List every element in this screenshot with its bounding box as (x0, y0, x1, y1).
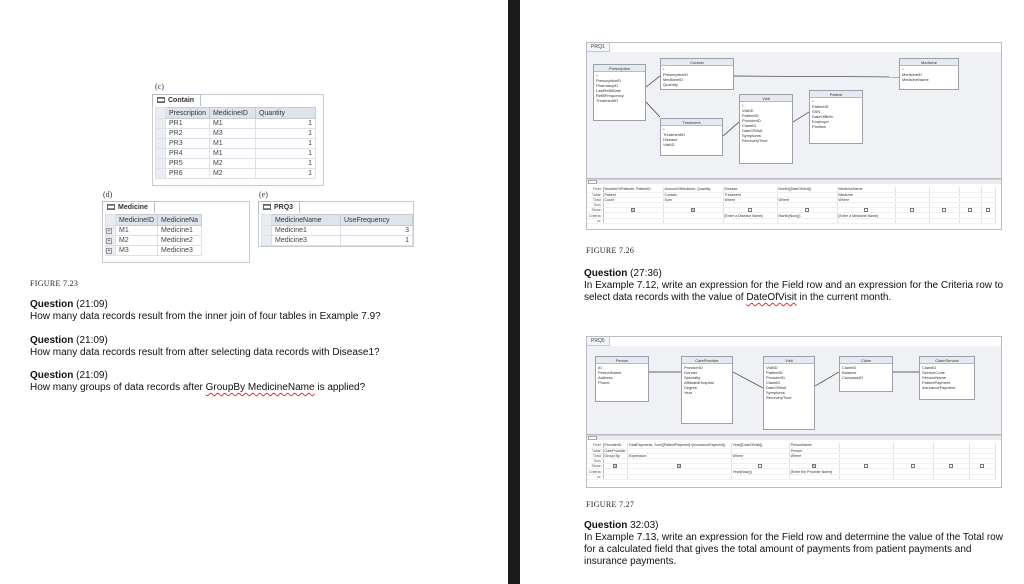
grid-cell[interactable] (895, 218, 929, 223)
show-checkbox[interactable] (677, 464, 681, 468)
question-text: How many data records result from after selecting data records with Disease1? (30, 347, 380, 358)
field-item[interactable]: MedicineID (663, 77, 684, 82)
medicine-datasheet (105, 214, 202, 256)
field-item[interactable]: LastRefillDate (596, 88, 621, 93)
table-pane (587, 346, 1001, 435)
grid-cell[interactable]: Count (603, 197, 663, 202)
medicine-table (102, 201, 250, 263)
field-item[interactable]: RefillFrequency (596, 93, 624, 98)
grid-row-label: Field: (587, 443, 603, 448)
field-item[interactable]: Balance (842, 370, 857, 375)
table-cell: Medicine3 (158, 246, 202, 256)
grid-cell[interactable]: Expression (627, 453, 731, 458)
show-checkbox[interactable] (864, 208, 868, 212)
show-checkbox[interactable] (910, 208, 914, 212)
field-item[interactable]: ID (598, 365, 602, 370)
field-item[interactable]: TreatmentID (663, 132, 686, 137)
field-item[interactable]: Disease (663, 137, 678, 142)
field-item[interactable]: ProviderID (684, 365, 703, 370)
column-header[interactable]: UseFrequency (341, 215, 413, 226)
column-header[interactable]: MedicineID (116, 215, 158, 226)
field-item[interactable]: VisitID (663, 142, 675, 147)
grid-row-label: Criteria: (588, 469, 602, 474)
grid-cell[interactable] (731, 474, 789, 479)
question-block-4: Question (27:36) In Example 7.12, write an expression for the Field row and an expression for the Criteria row to select data records with the value of DateOfVisit in the current month. (584, 268, 1016, 304)
table-box-visit[interactable]: Visit * VisitID PatientID ProviderID ClaimID DateOfVisit Symptoms RecoveryTime (739, 94, 793, 164)
grid-cell[interactable] (627, 474, 731, 479)
table-cell: M2 (209, 159, 255, 169)
table-cell: Medicine1 (158, 226, 202, 236)
table-row[interactable] (156, 159, 316, 169)
grid-cell[interactable]: Sum (663, 197, 723, 202)
question-block-2: Question (21:09) How many data records result from after selecting data records with Disease1? (30, 335, 500, 359)
show-checkbox[interactable] (758, 464, 762, 468)
record-selector[interactable] (262, 215, 272, 226)
grid-cell[interactable] (893, 474, 933, 479)
question-text: How many groups of data records after GroupBy MedicineName is applied? (30, 382, 366, 393)
grid-row-label: Table: (587, 448, 603, 453)
grid-row-label: Field: (587, 187, 603, 192)
prq3-tab[interactable]: PRQ3 (258, 201, 300, 213)
grid-cell[interactable]: Month([DateOfVisit]) (777, 187, 837, 192)
grid-row-label: Total: (587, 453, 603, 458)
grid-cell[interactable]: Where (837, 197, 895, 202)
grid-cell[interactable]: Patient (603, 192, 663, 197)
table-row[interactable] (106, 236, 202, 246)
show-checkbox[interactable] (911, 464, 915, 468)
show-checkbox[interactable] (949, 464, 953, 468)
table-cell: M2 (116, 236, 158, 246)
record-selector[interactable] (106, 215, 116, 226)
grid-row-label: Sort: (587, 203, 603, 208)
table-box-claimservice[interactable]: ClaimService ClaimID ServiceCode ServiceName PatientPayment InsurancePayment (919, 356, 975, 400)
grid-cell[interactable] (839, 474, 893, 479)
record-selector[interactable] (106, 226, 116, 236)
field-item[interactable]: ServiceName (922, 375, 947, 380)
field-item[interactable]: VisitID (766, 365, 778, 370)
grid-cell[interactable] (777, 218, 837, 223)
field-item[interactable]: PrescriptionID (663, 72, 689, 77)
table-cell: M1 (209, 149, 255, 159)
field-item[interactable]: PharmacyID (596, 83, 619, 88)
grid-row-label: Sort: (587, 459, 603, 464)
figure-caption-7-26: FIGURE 7.26 (586, 246, 635, 255)
table-cell: Medicine1 (272, 226, 341, 236)
table-row[interactable] (262, 236, 413, 246)
grid-cell[interactable] (929, 218, 959, 223)
field-item[interactable]: ClaimID (766, 380, 781, 385)
show-checkbox[interactable] (864, 464, 868, 468)
field-item[interactable]: CompanyID (842, 375, 864, 380)
grid-cell[interactable]: Disease (723, 187, 777, 192)
field-item[interactable]: RecoveryTime (766, 395, 792, 400)
grid-row-label: or: (587, 474, 603, 479)
grid-cell[interactable] (933, 474, 969, 479)
table-cell: Medicine3 (272, 236, 341, 246)
contain-tab[interactable]: Contain (152, 94, 201, 106)
table-box-person[interactable]: Person ID PersonName Address Phone (595, 356, 649, 402)
grid-cell[interactable] (723, 218, 777, 223)
field-item[interactable]: PrescriptionID (596, 78, 622, 83)
show-checkbox[interactable] (980, 464, 984, 468)
field-item[interactable]: PatientID (766, 370, 783, 375)
question-text: In Example 7.13, write an expression for the Field row and determine the value of the Total row for a calculated field that gives the total amount of payments from patient payments and insurance payments. (584, 532, 1003, 567)
left-page (0, 0, 508, 584)
table-box-careprovider[interactable]: CareProvider ProviderID Gender Specialty AffiliatedHospital Degree Year (681, 356, 733, 424)
table-cell: M1 (209, 139, 255, 149)
grid-row-label: Criteria: (588, 213, 602, 218)
table-cell: M3 (209, 129, 255, 139)
table-row[interactable] (156, 119, 316, 129)
column-header[interactable]: Prescription (166, 108, 210, 119)
field-item[interactable]: SSN (812, 109, 821, 114)
table-icon (157, 97, 165, 103)
grid-cell[interactable]: ProviderID (603, 443, 627, 448)
grid-cell[interactable]: PersonName (789, 443, 839, 448)
grid-row-label: Total: (587, 197, 603, 202)
record-selector[interactable] (156, 139, 166, 149)
grid-cell[interactable]: Where (723, 197, 777, 202)
table-cell: 1 (341, 236, 413, 246)
right-page (520, 0, 1024, 584)
table-box-claim[interactable]: Claim ClaimID Balance CompanyID (839, 356, 893, 392)
field-item[interactable]: PatientID (812, 104, 829, 109)
table-cell: M1 (209, 119, 255, 129)
grid-row-label: Show: (587, 464, 603, 469)
show-checkbox[interactable] (691, 208, 695, 212)
table-cell: PR5 (166, 159, 210, 169)
field-item[interactable]: Specialty (684, 375, 701, 380)
table-cell: PR1 (166, 119, 210, 129)
table-cell: PR2 (166, 129, 210, 139)
table-icon (107, 204, 115, 210)
field-item[interactable]: * (663, 67, 665, 72)
grid-cell[interactable]: MedicineName (837, 187, 895, 192)
record-selector[interactable] (156, 169, 166, 179)
subfigure-c-label: (c) (155, 82, 164, 91)
question-text: In Example 7.12, write an expression for the Field row and an expression for the Criteria row to select data records with the value of DateOfVisit in the current month. (584, 280, 1004, 303)
question-block-1: Question (21:09) How many data records result from the inner join of four tables in Example 7.9? (30, 299, 500, 323)
show-checkbox[interactable] (631, 208, 635, 212)
table-row[interactable] (156, 129, 316, 139)
grid-cell[interactable]: [Enter the Provider Name] (789, 469, 839, 474)
table-row[interactable] (156, 169, 316, 179)
grid-cell[interactable] (969, 474, 995, 479)
field-item[interactable]: * (596, 73, 598, 78)
grid-cell[interactable]: Medicine (837, 192, 895, 197)
field-item[interactable]: Address (598, 375, 613, 380)
field-item[interactable]: ProviderID (766, 375, 785, 380)
show-checkbox[interactable] (986, 208, 990, 212)
field-item[interactable]: PatientPayment (922, 380, 951, 385)
grid-cell[interactable] (981, 218, 995, 223)
query-icon (263, 204, 271, 210)
design-grid (587, 184, 1001, 229)
show-checkbox[interactable] (748, 208, 752, 212)
design-grid (587, 440, 1001, 487)
medicine-tab[interactable]: Medicine (102, 201, 155, 213)
show-checkbox[interactable] (812, 464, 816, 468)
column-header[interactable]: MedicineNa (158, 215, 202, 226)
field-item[interactable]: InsurancePayment (922, 385, 956, 390)
field-item[interactable]: ClaimID (842, 365, 857, 370)
field-item[interactable]: Symptoms (742, 133, 761, 138)
field-item[interactable]: TreatmentID (596, 98, 619, 103)
subfigure-e-label: (e) (259, 190, 268, 199)
table-cell: M2 (209, 169, 255, 179)
contain-datasheet (155, 107, 316, 179)
table-box-contain[interactable]: Contain * PrescriptionID MedicineID Quantity (660, 58, 734, 90)
grid-cell[interactable] (789, 474, 839, 479)
grid-cell[interactable]: Month(Now()) (777, 213, 837, 218)
grid-cell[interactable] (663, 218, 723, 223)
prq3-table (258, 201, 414, 247)
figure-caption-7-27: FIGURE 7.27 (586, 500, 635, 509)
grid-cell[interactable]: NumberOfPatients: PatientID (603, 187, 663, 192)
grid-cell[interactable]: [Enter a Disease Name] (723, 213, 777, 218)
grid-cell[interactable]: Person (789, 448, 839, 453)
grid-row-label: Show: (587, 208, 603, 213)
grid-cell[interactable]: Contain (663, 192, 723, 197)
table-cell: PR6 (166, 169, 210, 179)
grid-cell[interactable]: Where (789, 453, 839, 458)
field-item[interactable]: Employer (812, 119, 829, 124)
grid-cell[interactable] (837, 218, 895, 223)
field-item[interactable]: ClaimID (742, 123, 757, 128)
record-selector[interactable] (262, 226, 272, 236)
field-item[interactable]: * (902, 67, 904, 72)
record-selector[interactable] (262, 236, 272, 246)
prq5-tab[interactable]: PRQ5 (587, 337, 610, 346)
grid-row-label: or: (587, 218, 603, 223)
query-design-prq1 (586, 42, 1002, 230)
column-header[interactable]: MedicineID (209, 108, 255, 119)
grid-cell[interactable]: CareProvider (604, 448, 626, 453)
record-selector[interactable] (156, 159, 166, 169)
record-selector[interactable] (156, 119, 166, 129)
prq1-tab[interactable]: PRQ1 (587, 43, 610, 52)
column-header[interactable]: Quantity (255, 108, 315, 119)
table-cell: PR4 (166, 149, 210, 159)
subfigure-d-label: (d) (103, 190, 113, 199)
field-item[interactable]: Quantity (663, 82, 678, 87)
table-box-patient[interactable]: Patient * PatientID SSN DateOfBirth Employer Position (809, 90, 863, 144)
grid-cell[interactable] (603, 218, 663, 223)
record-selector[interactable] (156, 108, 166, 119)
record-selector[interactable] (106, 246, 116, 256)
show-checkbox[interactable] (942, 208, 946, 212)
field-item[interactable]: VisitID (742, 108, 754, 113)
table-cell: M1 (116, 226, 158, 236)
expand-icon[interactable]: + (107, 238, 111, 244)
show-checkbox[interactable] (968, 208, 972, 212)
field-item[interactable]: ProviderID (742, 118, 761, 123)
field-item[interactable]: Degree (684, 385, 698, 390)
table-cell: 3 (341, 226, 413, 236)
field-item[interactable]: Symptoms (766, 390, 785, 395)
table-box-treatment[interactable]: Treatment * TreatmentID Disease VisitID (660, 118, 723, 156)
table-row[interactable] (106, 246, 202, 256)
record-selector[interactable] (156, 149, 166, 159)
table-box-visit[interactable]: Visit VisitID PatientID ProviderID ClaimID DateOfVisit Symptoms RecoveryTime (763, 356, 815, 430)
question-text: How many data records result from the inner join of four tables in Example 7.9? (30, 311, 381, 322)
field-item[interactable]: PersonName (598, 370, 622, 375)
figure-caption-7-23: FIGURE 7.23 (30, 279, 79, 288)
table-cell: 1 (255, 129, 315, 139)
table-box-prescription[interactable]: Prescription * PrescriptionID PharmacyID LastRefillDate RefillFrequency TreatmentID (593, 64, 646, 121)
table-pane (587, 52, 1001, 179)
field-item[interactable]: MedicineName (902, 77, 929, 82)
field-item[interactable]: Year (684, 390, 693, 395)
prq3-datasheet (261, 214, 413, 246)
field-item[interactable]: * (812, 99, 814, 104)
grid-cell[interactable] (959, 218, 981, 223)
grid-cell[interactable]: Group By (603, 453, 627, 458)
table-row[interactable] (262, 226, 413, 236)
question-block-3: Question (21:09) How many groups of data records after GroupBy MedicineName is applied? (30, 370, 500, 394)
query-design-prq5 (586, 336, 1002, 488)
page-gutter (508, 0, 520, 584)
expand-icon[interactable]: + (107, 248, 111, 254)
field-item[interactable]: * (742, 103, 744, 108)
field-item[interactable]: * (663, 127, 665, 132)
table-row[interactable] (156, 149, 316, 159)
table-cell: PR3 (166, 139, 210, 149)
grid-cell[interactable]: Where (731, 453, 789, 458)
field-item[interactable]: AffiliatedHospital (684, 380, 714, 385)
column-header[interactable]: MedicineName (272, 215, 341, 226)
field-item[interactable]: ClaimID (922, 365, 937, 370)
grid-cell[interactable]: TotalPayments: Sum([PatientPayment]+[InsurancePayment]) (627, 443, 731, 448)
table-box-medicine[interactable]: Medicine * MedicineID MedicineName (899, 58, 959, 90)
field-item[interactable]: Position (812, 124, 827, 129)
grid-cell[interactable]: Year([DateOfVisit]) (731, 443, 789, 448)
record-selector[interactable] (156, 129, 166, 139)
grid-cell[interactable] (603, 474, 627, 479)
table-cell: 1 (255, 159, 315, 169)
question-block-5: Question 32:03) In Example 7.13, write an expression for the Field row and determine the value of the Total row for a calculated field that gives the total amount of payments from patient payments and insurance payments. (584, 520, 1016, 568)
field-item[interactable]: DateOfVisit (766, 385, 787, 390)
field-item[interactable]: RecoveryTime (742, 138, 768, 143)
show-checkbox[interactable] (613, 464, 617, 468)
field-item[interactable]: MedicineID (902, 72, 923, 77)
table-row[interactable] (106, 226, 202, 236)
table-cell: 1 (255, 119, 315, 129)
expand-icon[interactable]: + (107, 228, 111, 234)
field-item[interactable]: ServiceCode (922, 370, 945, 375)
table-row[interactable] (156, 139, 316, 149)
table-cell: M3 (116, 246, 158, 256)
table-cell: 1 (255, 149, 315, 159)
contain-table (152, 94, 324, 186)
table-cell: 1 (255, 139, 315, 149)
record-selector[interactable] (106, 236, 116, 246)
table-cell: Medicine2 (158, 236, 202, 246)
grid-cell[interactable]: Year(Now()) (731, 469, 789, 474)
field-item[interactable]: Phone (598, 380, 610, 385)
grid-cell[interactable]: Where (777, 197, 837, 202)
grid-cell[interactable]: [Enter a Medicine Name] (837, 213, 895, 218)
table-cell: 1 (255, 169, 315, 179)
field-item[interactable]: PatientID (742, 113, 759, 118)
grid-cell[interactable]: AmountOfMedicine: Quantity (663, 187, 723, 192)
grid-row-label: Table: (587, 192, 603, 197)
grid-cell[interactable]: Treatment (723, 192, 777, 197)
field-item[interactable]: DateOfVisit (742, 128, 763, 133)
field-item[interactable]: Gender (684, 370, 698, 375)
field-item[interactable]: DateOfBirth (812, 114, 833, 119)
show-checkbox[interactable] (805, 208, 809, 212)
